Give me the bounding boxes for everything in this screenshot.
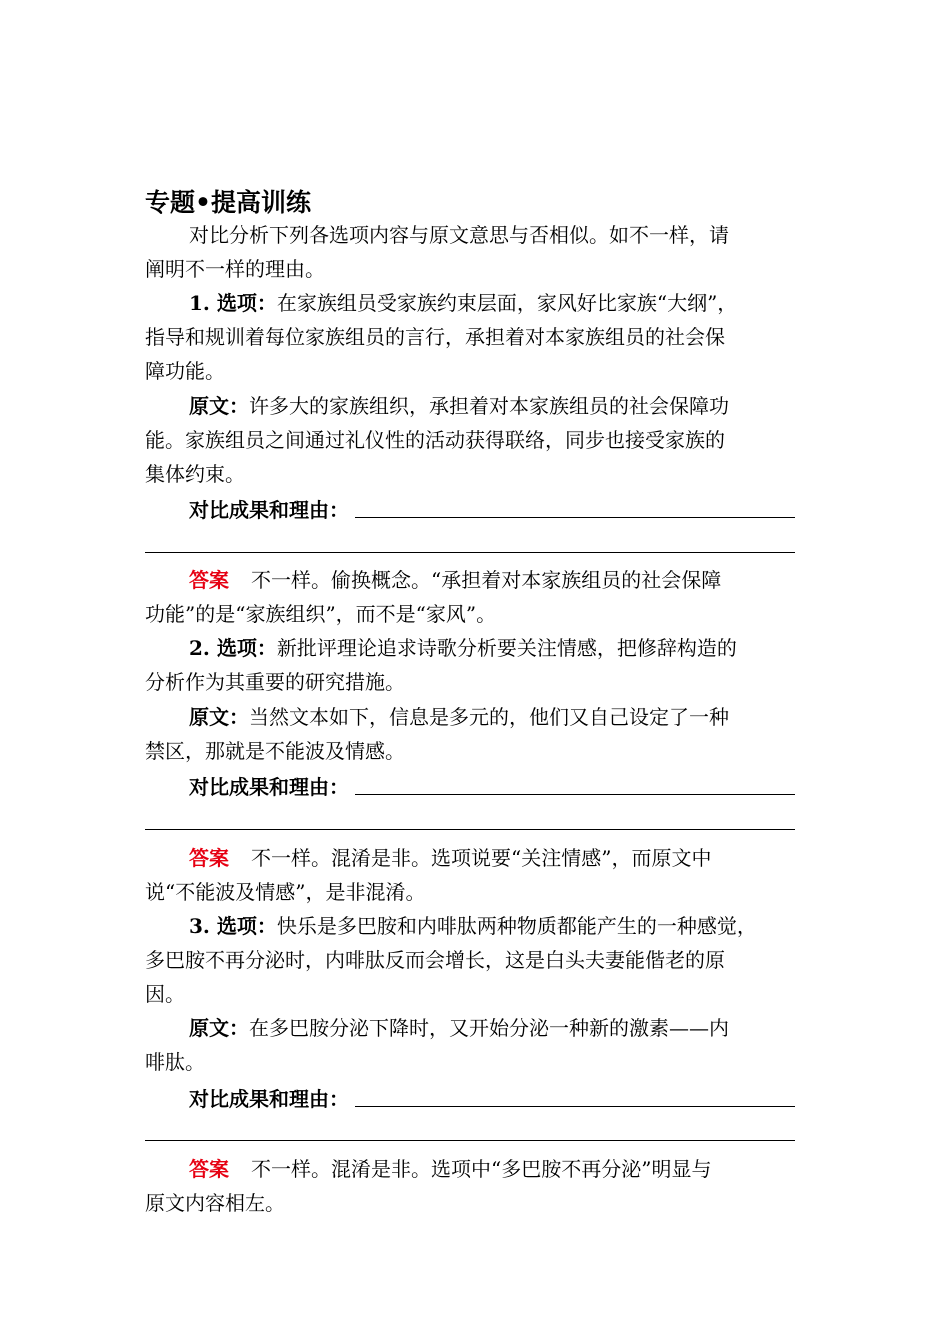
q3-answer-text: 不一样。混淆是非。选项中“多巴胺不再分泌”明显与 [251, 1157, 712, 1181]
q2-number: 2. 选项： [189, 636, 277, 660]
q3-answer-blank[interactable] [355, 1105, 795, 1107]
q2-answer-blank-2[interactable] [145, 829, 795, 830]
q2-compare-label: 对比成果和理由： [189, 775, 349, 799]
q3-option-line-1 [189, 911, 795, 941]
q1-answer-text: 不一样。偷换概念。“承担着对本家族组员的社会保障 [251, 568, 722, 592]
q2-option-line-2: 分析作为其重要的研究措施。 [145, 670, 405, 694]
q3-answer-blank-2[interactable] [145, 1140, 795, 1141]
q3-option-text: 快乐是多巴胺和内啡肽两种物质都能产生的一种感觉， [276, 914, 757, 938]
q2-answer-line-2: 说“不能波及情感”，是非混淆。 [145, 880, 426, 904]
q1-number: 1. 选项： [189, 291, 277, 315]
q2-original-label: 原文： [189, 705, 249, 729]
q3-original-line-2: 啡肽。 [145, 1050, 205, 1074]
page-title: 专题•提高训练 [145, 188, 311, 217]
q1-answer-line-1 [189, 565, 795, 595]
intro-line-2: 阐明不一样的理由。 [145, 257, 325, 281]
q1-compare-row [189, 493, 795, 523]
q3-original-text: 在多巴胺分泌下降时，又开始分泌一种新的激素——内 [249, 1016, 729, 1040]
q3-answer-line-2: 原文内容相左。 [145, 1191, 285, 1215]
q2-answer-line-1 [189, 843, 795, 873]
q3-compare-label: 对比成果和理由： [189, 1087, 349, 1111]
q2-original-text: 当然文本如下，信息是多元的，他们又自己设定了一种 [249, 705, 729, 729]
q1-option-text: 在家族组员受家族约束层面，家风好比家族“大纲”， [276, 291, 738, 315]
q2-original-line-2: 禁区，那就是不能波及情感。 [145, 739, 405, 763]
q1-answer-line-2: 功能”的是“家族组织”，而不是“家风”。 [145, 602, 497, 626]
q2-option-line-1 [189, 633, 795, 663]
q1-option-line-1 [189, 288, 795, 318]
q1-original-text: 许多大的家族组织，承担着对本家族组员的社会保障功 [249, 394, 729, 418]
q3-original-line-1 [189, 1013, 795, 1043]
q3-number: 3. 选项： [189, 914, 277, 938]
q1-option-line-3: 障功能。 [145, 359, 225, 383]
q1-original-label: 原文： [189, 394, 249, 418]
q1-original-line-3: 集体约束。 [145, 462, 245, 486]
q1-original-line-1 [189, 391, 795, 421]
q2-option-text: 新批评理论追求诗歌分析要关注情感，把修辞构造的 [276, 636, 737, 660]
q1-answer-label: 答案 [189, 568, 229, 592]
q1-original-line-2: 能。家族组员之间通过礼仪性的活动获得联络，同步也接受家族的 [145, 428, 725, 452]
q3-option-line-3: 因。 [145, 982, 185, 1006]
q3-answer-label: 答案 [189, 1157, 229, 1181]
q2-answer-blank[interactable] [355, 793, 795, 795]
q1-option-line-2: 指导和规训着每位家族组员的言行，承担着对本家族组员的社会保 [145, 325, 725, 349]
q2-compare-row [189, 770, 795, 800]
q3-compare-row [189, 1082, 795, 1112]
intro-line-1: 对比分析下列各选项内容与原文意思与否相似。如不一样，请 [189, 223, 729, 247]
q2-answer-text: 不一样。混淆是非。选项说要“关注情感”，而原文中 [251, 846, 712, 870]
q3-option-line-2: 多巴胺不再分泌时，内啡肽反而会增长，这是白头夫妻能偕老的原 [145, 948, 725, 972]
q1-answer-blank[interactable] [355, 516, 795, 518]
q3-answer-line-1 [189, 1154, 795, 1184]
q1-compare-label: 对比成果和理由： [189, 498, 349, 522]
q1-answer-blank-2[interactable] [145, 552, 795, 553]
q2-answer-label: 答案 [189, 846, 229, 870]
q2-original-line-1 [189, 702, 795, 732]
q3-original-label: 原文： [189, 1016, 249, 1040]
